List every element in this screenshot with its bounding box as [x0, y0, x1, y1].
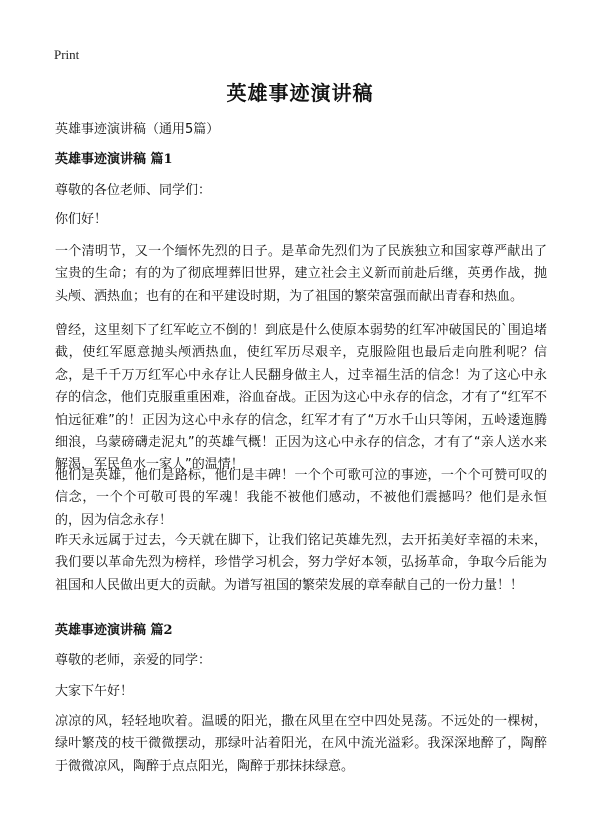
section-1-paragraph: 曾经，这里刻下了红军屹立不倒的！到底是什么使原本弱势的红军冲破国民的`围追堵截，使红军愿意抛头颅洒热血，使红军历尽艰辛，克服险阻也最后走向胜利呢？信念，是千千万万红军心中永存让人民翻身做主人，过幸福生活的信念！为了这心中永存的信念，他们克服重重困难，浴血奋战。正因为这心中永存的信念，才有了“红军不怕远征难”的！正因为这心中永存的信念，红军才有了“万水千山只等闲，五岭逶迤腾细浪，乌蒙磅礴走泥丸”的英雄气概！正因为这心中永存的信念，才有了“亲人送水来解渴，军民鱼水一家人”的温情！ — [55, 323, 547, 473]
section-2-heading: 英雄事迹演讲稿 篇2 — [55, 623, 173, 638]
section-1-paragraph: 昨天永远属于过去，今天就在脚下，让我们铭记英雄先烈，去开拓美好幸福的未来，我们要以革命先烈为榜样，珍惜学习机会，努力学好本领，弘扬革命，争取今后能为祖国和人民做出更大的贡献。为谱写祖国的繁荣发展的章奉献自己的一份力量！！ — [55, 533, 547, 593]
section-2-paragraph: 尊敬的老师，亲爱的同学： — [55, 653, 212, 668]
print-link[interactable]: Print — [54, 47, 80, 62]
section-2-paragraph: 凉凉的风，轻轻地吹着。温暖的阳光，撒在风里在空中四处晃荡。不远处的一棵树，绿叶繁茂的枝干微微摆动，那绿叶沾着阳光，在风中流光溢彩。我深深地醉了，陶醉于微微凉风，陶醉于点点阳光，陶醉于那抹抹绿意。 — [55, 714, 547, 774]
section-1-heading: 英雄事迹演讲稿 篇1 — [55, 152, 173, 167]
section-1-paragraph: 你们好！ — [55, 212, 108, 227]
section-2-paragraph: 大家下午好！ — [55, 684, 134, 699]
section-1-paragraph: 尊敬的各位老师、同学们： — [55, 183, 212, 198]
page-title: 英雄事迹演讲稿 — [226, 81, 374, 105]
section-1-paragraph: 他们是英雄，他们是路标，他们是丰碑！一个个可歌可泣的事迹，一个个可赞可叹的信念，一个个可敬可畏的军魂！我能不被他们感动，不被他们震撼吗？他们是永恒的，因为信念永存！ — [55, 468, 547, 528]
document-subtitle: 英雄事迹演讲稿（通用5篇） — [55, 122, 220, 137]
section-1-paragraph: 一个清明节，又一个缅怀先烈的日子。是革命先烈们为了民族独立和国家尊严献出了宝贵的生命；有的为了彻底埋葬旧世界，建立社会主义新而前赴后继，英勇作战，抛头颅、洒热血；也有的在和平建设时期，为了祖国的繁荣富强而献出青春和热血。 — [55, 244, 547, 304]
